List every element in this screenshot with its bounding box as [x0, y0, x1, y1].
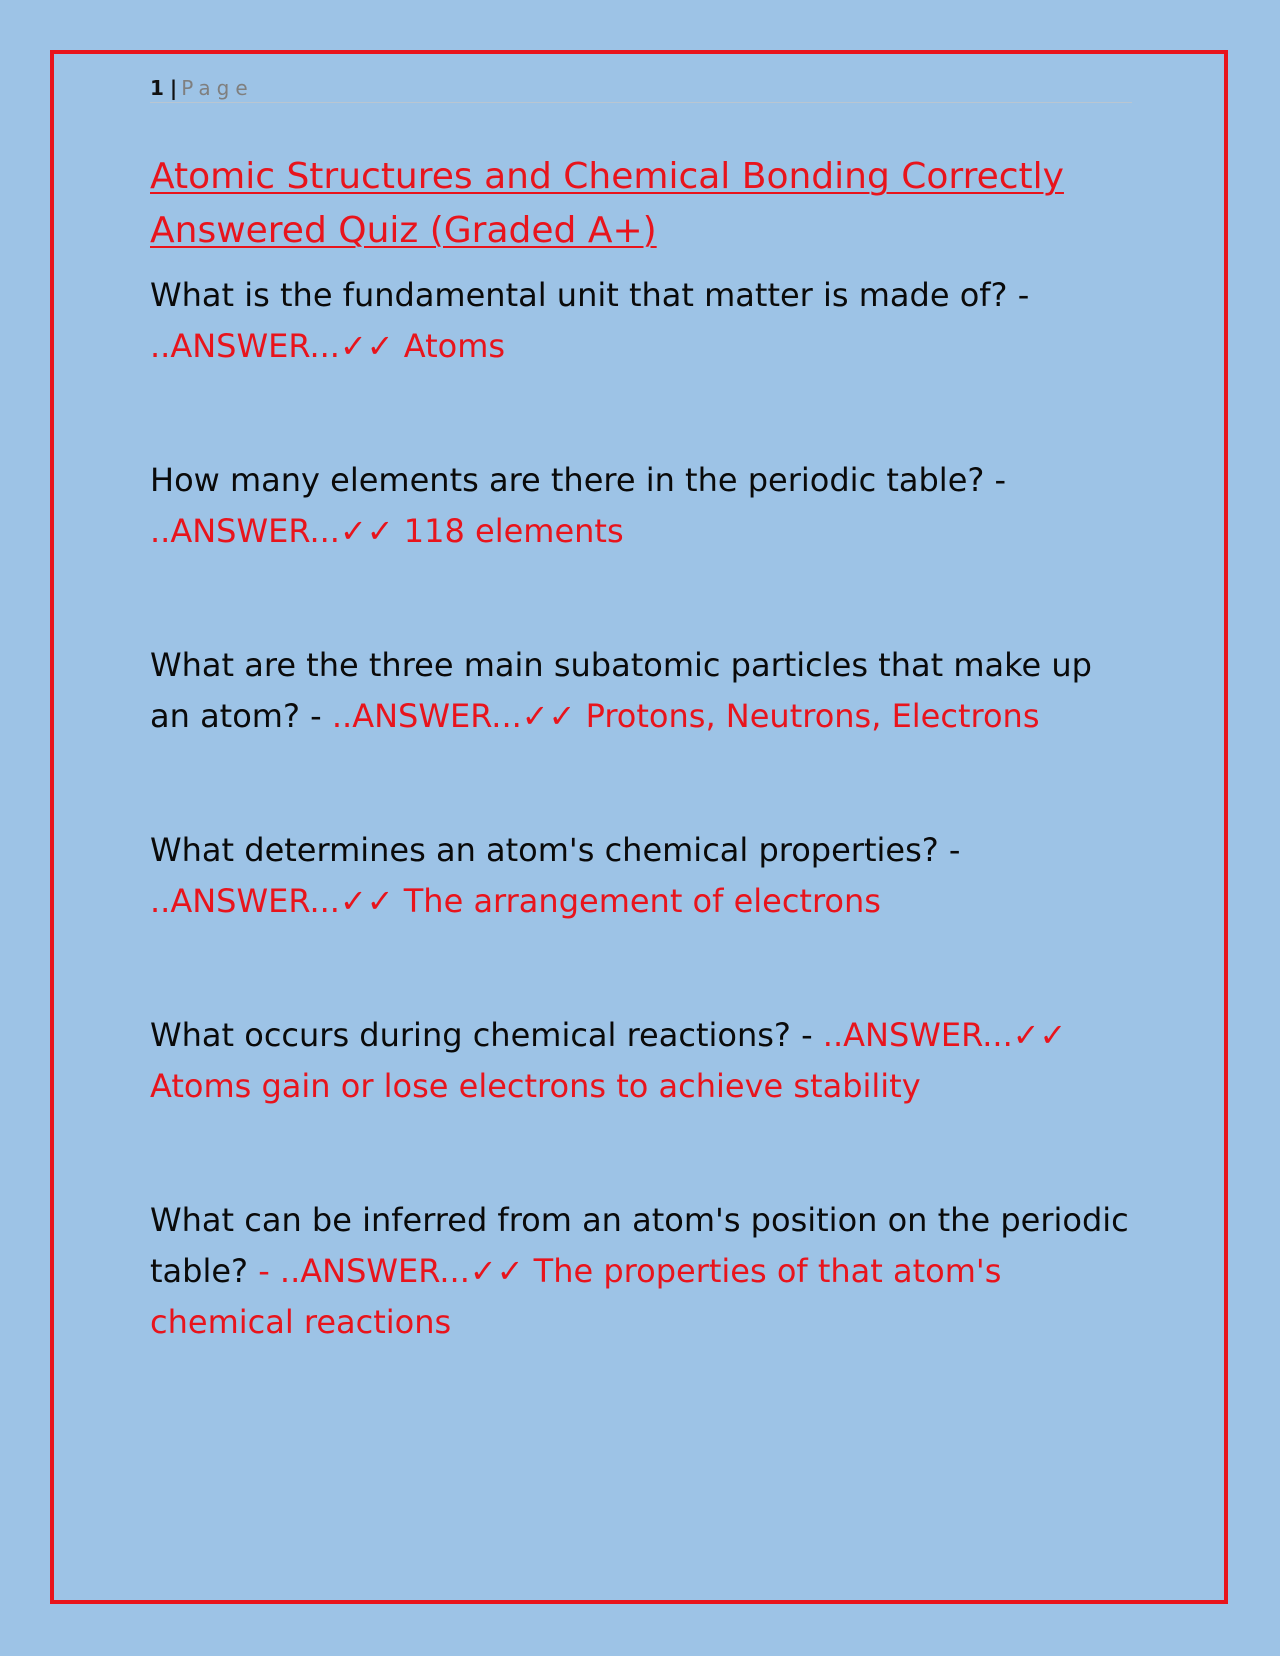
page-label: Page [181, 76, 254, 100]
answer-text: ..ANSWER...✓✓ 118 elements [150, 512, 624, 550]
page-header [150, 74, 1132, 103]
question-text: What can be inferred from an atom's position on the periodic table? [150, 1201, 1129, 1290]
question-text: How many elements are there in the periodic table? - [150, 461, 1007, 499]
answer-text: ..ANSWER...✓✓ Atoms gain or lose electrons to achieve stability [150, 1016, 1067, 1105]
answer-text: ..ANSWER...✓✓ The arrangement of electrons [150, 882, 881, 920]
qa-item [150, 1195, 1135, 1348]
page-number: 1 [150, 76, 164, 100]
document-body [150, 150, 1135, 1348]
answer-text: ..ANSWER...✓✓ Protons, Neutrons, Electrons [331, 697, 1040, 735]
question-text: What is the fundamental unit that matter is made of? - [150, 276, 1030, 314]
qa-item [150, 270, 1135, 372]
document-title: Atomic Structures and Chemical Bonding Correctly Answered Quiz (Graded A+) [150, 156, 1064, 251]
answer-text: - ..ANSWER...✓✓ The properties of that atom's chemical reactions [150, 1252, 1002, 1341]
header-separator: | [169, 76, 178, 100]
question-text: What are the three main subatomic particles that make up an atom? - [150, 646, 1092, 735]
question-text: What determines an atom's chemical properties? - [150, 831, 961, 869]
qa-item [150, 640, 1135, 742]
question-text: What occurs during chemical reactions? - [150, 1016, 823, 1054]
qa-item [150, 1010, 1135, 1112]
answer-text: ..ANSWER...✓✓ Atoms [150, 327, 506, 365]
qa-item [150, 455, 1135, 557]
qa-item [150, 825, 1135, 927]
